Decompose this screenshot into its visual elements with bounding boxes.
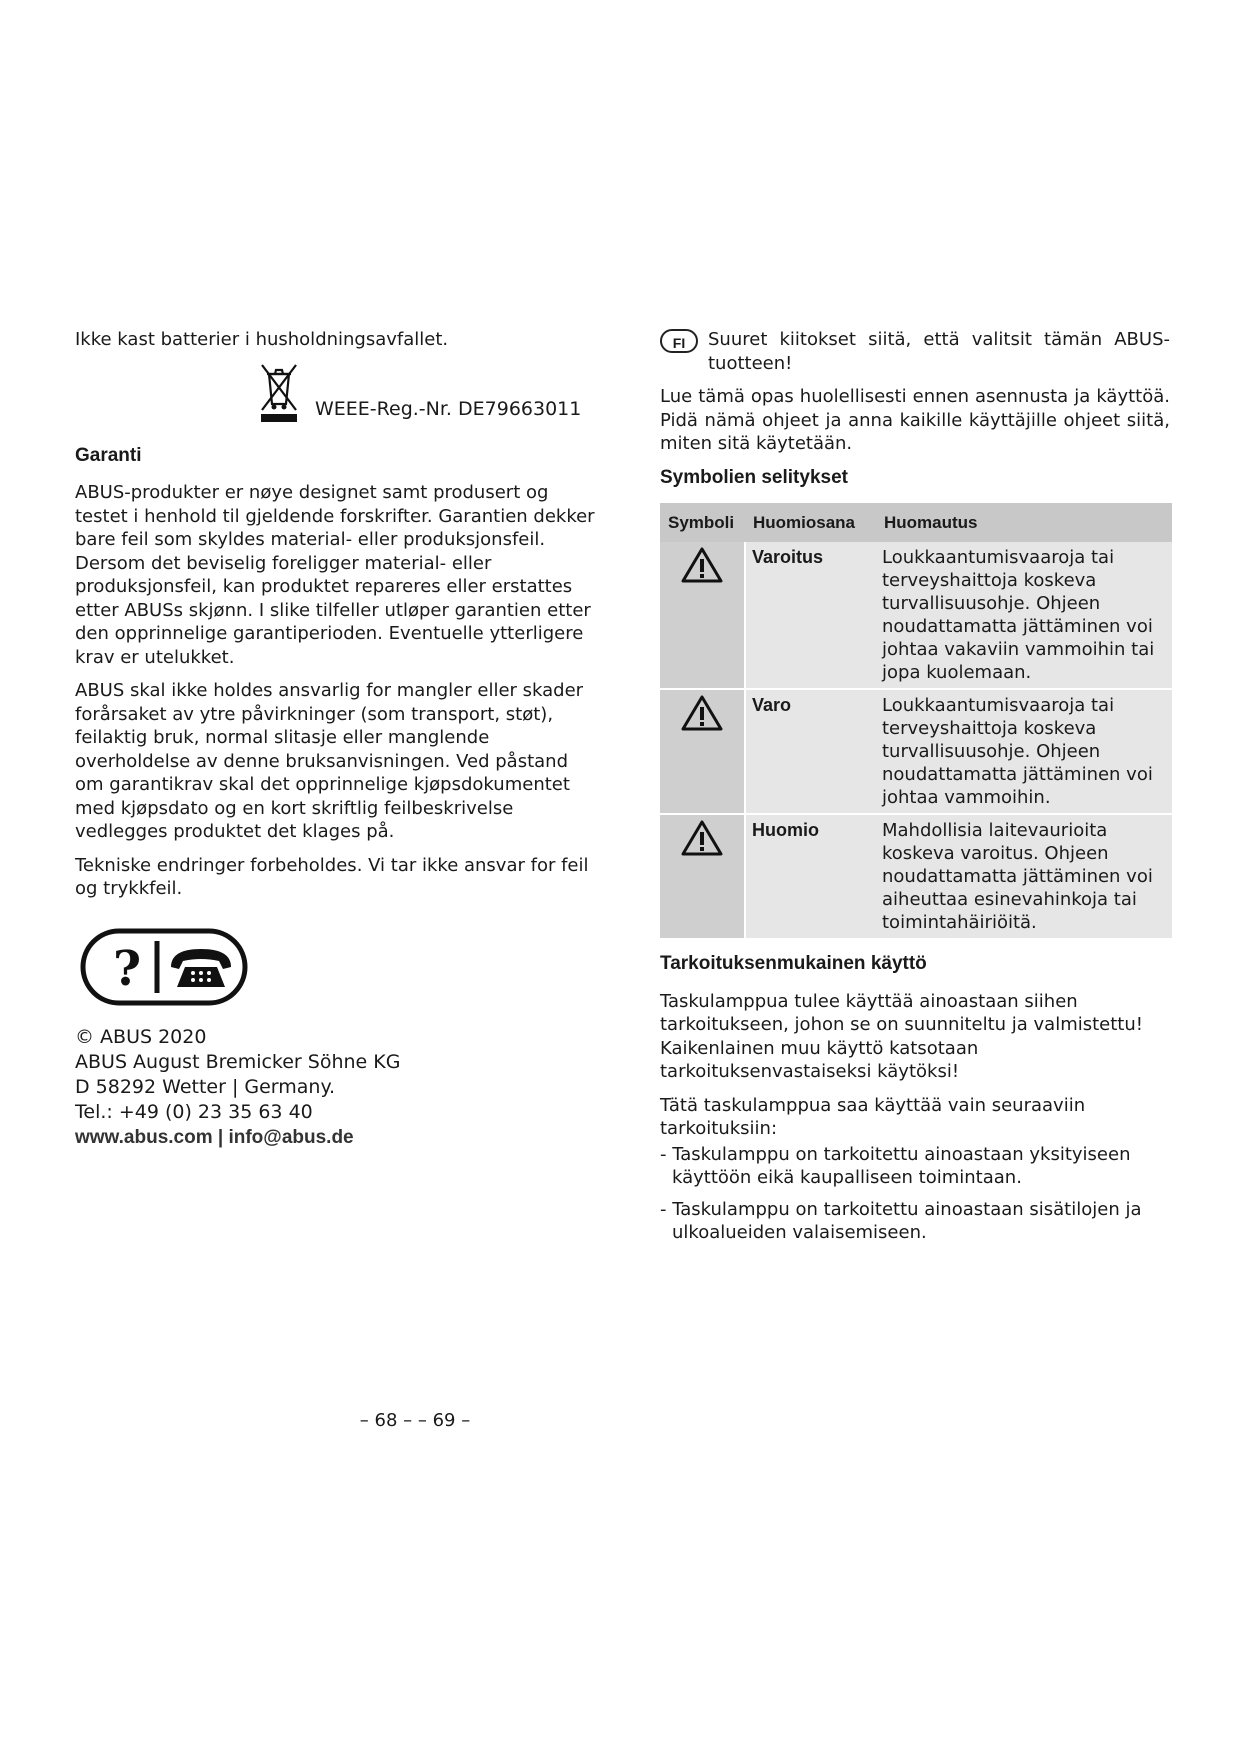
page-numbers: – 68 – – 69 – xyxy=(359,1410,471,1431)
right-column xyxy=(660,328,1170,1253)
table-row xyxy=(660,814,1172,939)
table-row xyxy=(660,542,1172,689)
warning-triangle-icon xyxy=(680,694,724,732)
address: D 58292 Wetter | Germany. xyxy=(75,1075,336,1098)
copyright: © ABUS 2020 xyxy=(75,1025,207,1048)
battery-note: Ikke kast batterier i husholdningsavfallet. xyxy=(75,329,449,350)
warranty-paragraph-1: ABUS-produkter er nøye designet samt produsert og testet i henhold til gjeldende forskrifter. Garantien dekker bare feil som skyldes material- eller produksjonsfeil. Dersom det beviselig foreligger material- eller produksjonsfeil, kan produktet repareres eller erstattes etter ABUSs skjønn. I slike tilfeller utløper garantien etter den opprinnelige garantiperioden. Eventuelle ytterligere krav er utelukket. xyxy=(75,482,595,668)
symbols-table xyxy=(660,503,1172,940)
symbols-heading: Symbolien selitykset xyxy=(660,466,848,488)
company-name: ABUS August Bremicker Söhne KG xyxy=(75,1050,401,1073)
warranty-heading: Garanti xyxy=(75,444,142,466)
left-column xyxy=(75,328,595,1150)
header-signal: Huomiosana xyxy=(745,503,876,542)
question-phone-icon xyxy=(79,927,249,1007)
fi-intro xyxy=(660,328,1170,375)
web-contact: www.abus.com | info@abus.de xyxy=(75,1126,354,1148)
signal-note: Loukkaantumisvaaroja tai terveyshaittoja koskeva turvallisuusohje. Ohjeen noudattamatta jättäminen voi johtaa vakaviin vammoihin tai jopa kuolemaan. xyxy=(876,542,1172,689)
contact-block xyxy=(75,1025,595,1150)
read-note: Lue tämä opas huolellisesti ennen asennusta ja käyttöä. Pidä nämä ohjeet ja anna kaikille käyttäjille ohjeet siitä, miten sitä käytetään. xyxy=(660,386,1170,454)
svg-text:?: ? xyxy=(112,940,142,997)
table-header-row xyxy=(660,503,1172,542)
weee-block xyxy=(75,362,595,432)
crossed-bin-icon xyxy=(259,362,299,424)
purpose-paragraph-1: Taskulamppua tulee käyttää ainoastaan siihen tarkoitukseen, johon se on suunniteltu ja valmistettu! Kaikenlainen muu käyttö katsotaan tarkoituksenvastaiseksi käytöksi! xyxy=(660,990,1143,1082)
symbol-cell xyxy=(660,689,745,814)
signal-word: Huomio xyxy=(745,814,876,939)
signal-note: Loukkaantumisvaaroja tai terveyshaittoja koskeva turvallisuusohje. Ohjeen noudattamatta jättäminen voi johtaa vammoihin. xyxy=(876,689,1172,814)
warranty-paragraph-3: Tekniske endringer forbeholdes. Vi tar ikke ansvar for feil og trykkfeil. xyxy=(75,854,589,899)
signal-word: Varo xyxy=(745,689,876,814)
header-symbol: Symboli xyxy=(660,503,745,542)
weee-reg-number: WEEE-Reg.-Nr. DE79663011 xyxy=(315,397,582,420)
purpose-paragraph-2: Tätä taskulamppua saa käyttää vain seuraaviin tarkoituksiin: xyxy=(660,1094,1086,1139)
purpose-heading: Tarkoituksenmukainen käyttö xyxy=(660,953,927,974)
symbol-cell xyxy=(660,814,745,939)
list-item: - Taskulamppu on tarkoitettu ainoastaan yksityiseen käyttöön eikä kaupalliseen toimintaan. xyxy=(660,1143,1131,1188)
signal-word: Varoitus xyxy=(745,542,876,689)
phone: Tel.: +49 (0) 23 35 63 40 xyxy=(75,1100,313,1123)
table-row xyxy=(660,689,1172,814)
language-badge: FI xyxy=(660,329,698,353)
symbol-cell xyxy=(660,542,745,689)
warning-triangle-icon xyxy=(680,546,724,584)
signal-note: Mahdollisia laitevaurioita koskeva varoitus. Ohjeen noudattamatta jättäminen voi aiheuttaa esinevahinkoja tai toimintahäiriöitä. xyxy=(876,814,1172,939)
warranty-paragraph-2: ABUS skal ikke holdes ansvarlig for mangler eller skader forårsaket av ytre påvirkninger (som transport, støt), feilaktig bruk, normal slitasje eller manglende overholdelse av denne bruksanvisningen. Ved påstand om garantikrav skal det opprinnelige kjøpsdokumentet med kjøpsdato og en kort skriftlig feilbeskrivelse vedlegges produktet det klages på. xyxy=(75,680,584,842)
intro-text: Suuret kiitokset siitä, että valitsit tämän ABUS-tuotteen! xyxy=(708,329,1170,374)
list-item: - Taskulamppu on tarkoitettu ainoastaan sisätilojen ja ulkoalueiden valaisemiseen. xyxy=(660,1198,1142,1243)
header-note: Huomautus xyxy=(876,503,1172,542)
warning-triangle-icon xyxy=(680,819,724,857)
